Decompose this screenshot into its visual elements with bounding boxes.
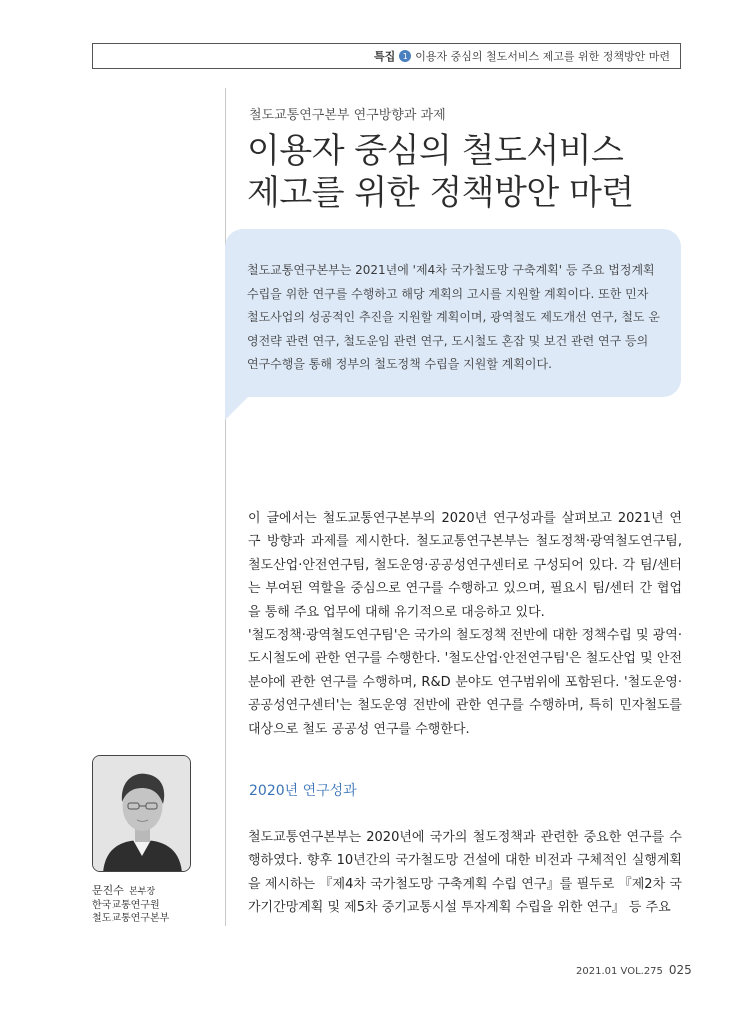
author-organization: 한국교통연구원 [92,900,160,911]
author-department: 철도교통연구본부 [92,913,170,924]
running-header-title: 이용자 중심의 철도서비스 제고를 위한 정책방안 마련 [415,50,670,63]
article-kicker: 철도교통연구본부 연구방향과 과제 [249,108,446,123]
summary-text: 철도교통연구본부는 2021년에 '제4차 국가철도망 구축계획' 등 주요 법정계획 수립을 위한 연구를 수행하고 해당 계획의 고시를 지원할 계획이다. 또한 민자 철도사업의 성공적인 추진을 지원할 계획이며, 광역철도 제도개선 연구, 철도 운영전략 관련 연구, 철도운임 관련 연구, 도시철도 혼잡 및 보건 관련 연구 등의 연구수행을 통해 정부의 철도정책 수립을 지원할 계획이다. [247,263,660,371]
body-paragraph-2: '철도정책·광역철도연구팀'은 국가의 철도정책 전반에 대한 정책수립 및 광역·도시철도에 관한 연구를 수행한다. '철도산업·안전연구팀'은 철도산업 및 안전 분야에 관한 연구를 수행하며, R&D 분야도 연구범위에 포함된다. '철도운영·공공성연구센터'는 철도운영 전반에 관한 연구를 수행하며, 특히 민자철도를 대상으로 철도 공공성 연구를 수행한다. [248,628,682,737]
article-title [247,130,634,214]
section-tag: 특집 [373,50,396,63]
section-heading: 2020년 연구성과 [249,783,357,799]
body-paragraph-3: 철도교통연구본부는 2020년에 국가의 철도정책과 관련한 중요한 연구를 수행하였다. 향후 10년간의 국가철도망 건설에 대한 비전과 구체적인 실행계획을 제시하는 『제4차 국가철도망 구축계획 수립 연구』를 필두로 『제2차 국가기간망계획 및 제5차 중기교통시설 투자계획 수립을 위한 연구』 등 주요 [248,830,682,916]
article-title-line-2: 제고를 위한 정책방안 마련 [247,173,634,213]
column-divider [225,88,226,926]
issue-label: 2021.01 VOL.275 [576,966,663,977]
summary-box [225,229,681,397]
author-info [92,884,169,925]
summary-box-tail [225,396,249,420]
running-header [92,43,681,69]
page-footer [576,963,692,977]
author-name: 문진수 [92,884,124,897]
author-role: 본부장 [129,887,156,897]
author-portrait-icon [93,756,191,872]
article-number-badge: 1 [399,50,411,62]
body-paragraph-1: 이 글에서는 철도교통연구본부의 2020년 연구성과를 살펴보고 2021년 연구 방향과 과제를 제시한다. 철도교통연구본부는 철도정책·광역철도연구팀, 철도산업·안전연구팀, 철도운영·공공성연구센터로 구성되어 있다. 각 팀/센터는 부여된 역할을 중심으로 연구를 수행하고 있으며, 필요시 팀/센터 간 협업을 통해 주요 업무에 대해 유기적으로 대응하고 있다. [248,511,682,620]
author-photo [92,755,191,872]
article-title-line-1: 이용자 중심의 철도서비스 [247,131,624,171]
page-number: 025 [668,963,692,977]
